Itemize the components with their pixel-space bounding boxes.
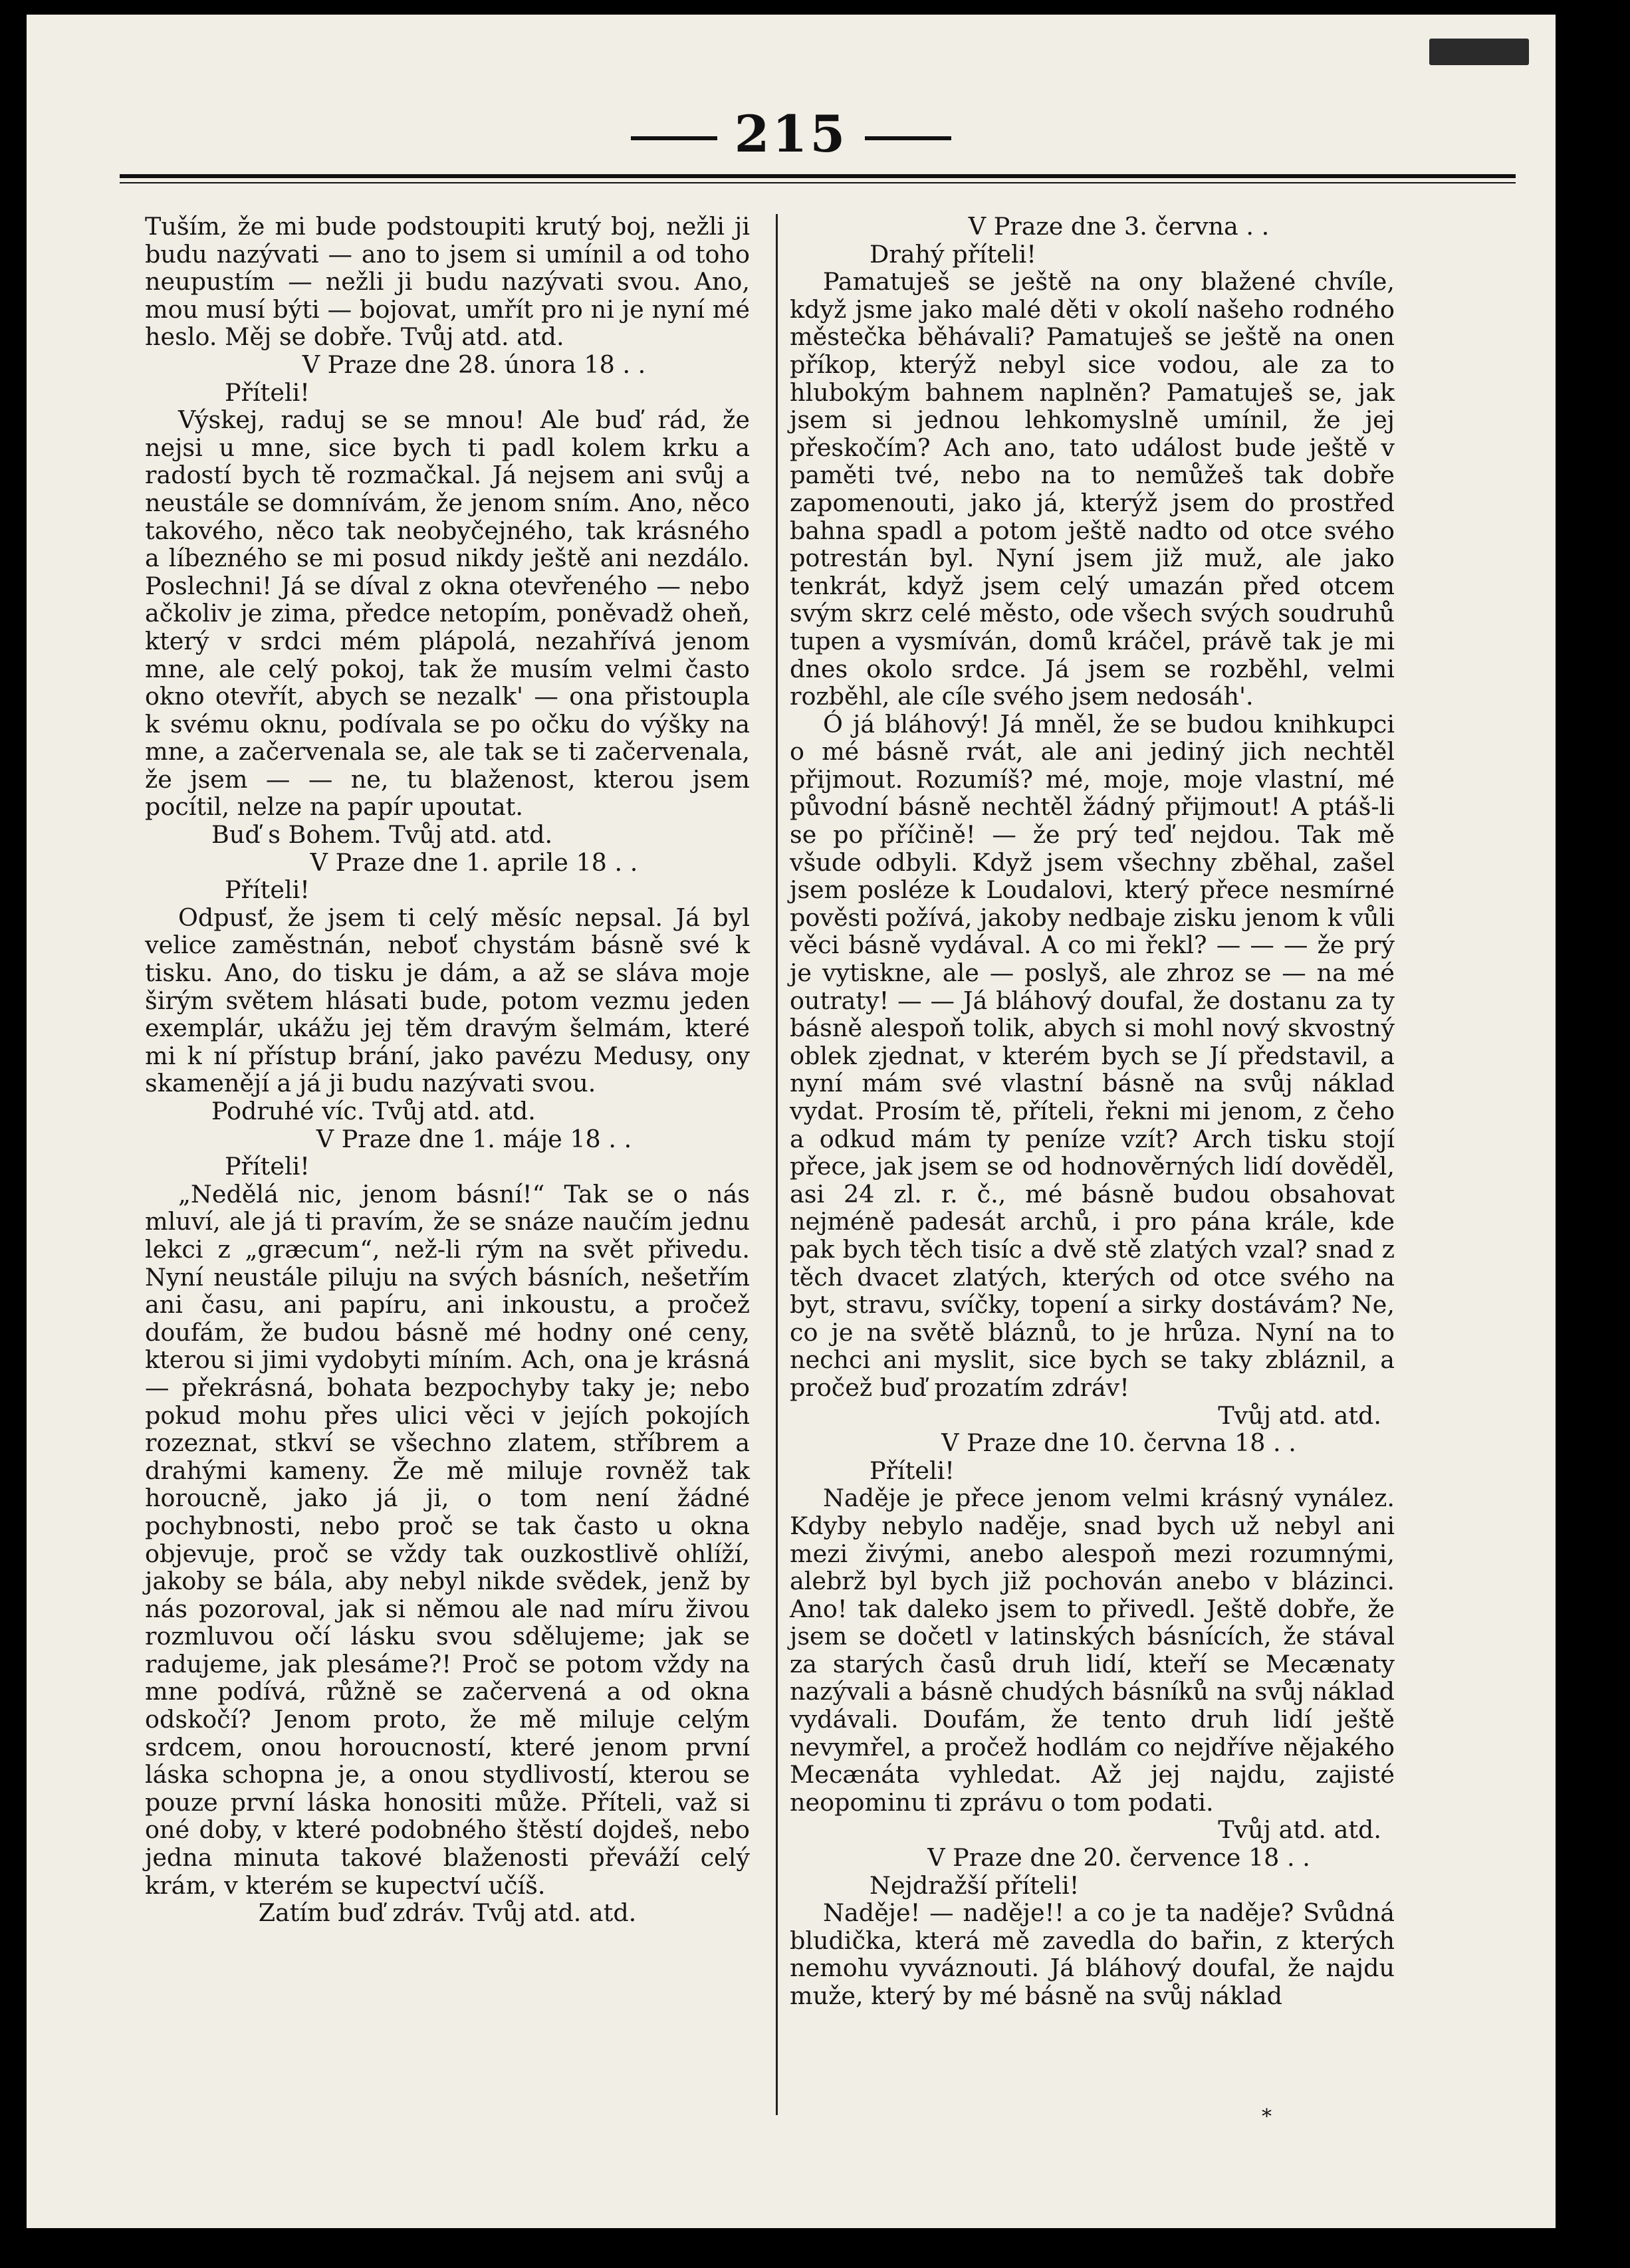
letter-signoff: Podruhé víc. Tvůj atd. atd. [211, 1097, 536, 1125]
asterisk-mark: * [1262, 2105, 1272, 2128]
letter-signoff: Tvůj atd. atd. [1218, 1815, 1381, 1845]
letter-signoff: Zatím buď zdráv. Tvůj atd. atd. [258, 1898, 637, 1928]
left-column [145, 213, 750, 1927]
letter-salutation: Příteli! [870, 1456, 955, 1485]
letter-dateline: V Praze dne 3. června . . [968, 212, 1270, 241]
letter-paragraph: Odpusť, že jsem ti celý měsíc nepsal. Já byl velice zaměstnán, neboť chystám básně své k tisku. Ano, do tisku je dám, a až se sláva moje širým světem hlásati bude, potom vezmu jeden exemplár, ukážu jej těm dravým šelmám, které mi k ní přístup brání, jako pavézu Medusy, ony skamenějí a já ji budu nazývati svou. [145, 903, 750, 1098]
letter-salutation: Nejdražší příteli! [870, 1871, 1080, 1900]
letter-dateline: V Praze dne 1. máje 18 . . [316, 1124, 632, 1153]
letter-paragraph: „Nedělá nic, jenom básní!“ Tak se o nás mluví, ale já ti pravím, že se snáze naučím jednu lekci z „græcum“, než-li rým na svět přivedu. Nyní neustále piluju na svých básních, nešetřím ani času, ani papíru, ani inkoustu, a pročež doufám, že budou básně mé hodny oné ceny, kterou si jimi vydobyti míním. Ach, ona je krásná — překrásná, bohata bezpochyby taky je; nebo pokud mohu přes ulici věci v jejích pokojích rozeznat, stkví se všechno zlatem, stříbrem a drahými kameny. Že mě miluje rovněž tak horoucně, jako já ji, o tom není žádné pochybnosti, nebo proč se tak často u okna objevuje, proč se vždy tak ouzkostlivě ohlíží, jakoby se bála, aby nebyl nikde svědek, jenž by nás pozoroval, jak si němou ale nad míru živou rozmluvou očí lásku svou sdělujeme; jak se radujeme, jak plesáme?! Proč se potom vždy na mne podívá, růžně se začervená a od okna odskočí? Jenom proto, že mě miluje celým srdcem, onou horoucností, které jenom první láska schopna je, a onou stydlivostí, kterou se pouze první láska honositi může. Příteli, važ si oné doby, v které podobného štěstí dojdeš, nebo jedna minuta takové blaženosti převáží celý krám, v kterém se kupectví učíš. [145, 1179, 750, 1900]
letter-paragraph: Tuším, že mi bude podstoupiti krutý boj, nežli ji budu nazývati — ano to jsem si umínil a od toho neupustím — nežli ji budu nazývati svou. Ano, mou musí býti — bojovat, umřít pro ni je nyní mé heslo. Měj se dobře. Tvůj atd. atd. [145, 212, 750, 352]
letter-paragraph: Naděje je přece jenom velmi krásný vynález. Kdyby nebylo naděje, snad bych už nebyl ani mezi živými, anebo alespoň mezi rozumnými, alebrž byl bych již pochován anebo v blázinci. Ano! tak daleko jsem to přivedl. Ještě dobře, že jsem se dočetl v latinských básnících, že stával za starých časů druh lidí, kteří se Mecænaty nazývali a básně chudých básníků na svůj náklad vydávali. Doufám, že tento druh lidí ještě nevymřel, a pročež hodlám co nejdříve nějakého Mecænáta vyhledat. Až jej najdu, zajisté neopominu ti zprávu o tom podati. [790, 1484, 1395, 1817]
header-rule-thin [120, 182, 1516, 183]
letter-dateline: V Praze dne 20. července 18 . . [927, 1843, 1310, 1872]
letter-salutation: Příteli! [225, 1152, 310, 1181]
letter-paragraph: Ó já bláhový! Já mněl, že se budou knihkupci o mé básně rvát, ale ani jediný jich nechtěl přijmout. Rozumíš? mé, moje, moje vlastní, mé původní básně nechtěl žádný přijmout! A ptáš-li se po příčině! — že prý teď nejdou. Tak mě všude odbyli. Když jsem všechny zběhal, zašel jsem posléze k Loudalovi, který přece nesmírné pověsti požívá, jakoby nedbaje zisku jenom k vůli věci básně vydával. A co mi řekl? — — — že prý je vytiskne, ale — poslyš, ale zhroz se — na mé outraty! — — Já bláhový doufal, že dostanu za ty básně alespoň tolik, abych si mohl nový skvostný oblek zjednat, v kterém bych se Jí představil, a nyní mám své vlastní básně na svůj náklad vydat. Prosím tě, příteli, řekni mi jenom, z čeho a odkud mám ty peníze vzít? Arch tisku stojí přece, jak jsem se od hodnověrných lidí dověděl, asi 24 zl. r. č., mé básně budou obsahovat nejméně padesát archů, i pro pána krále, kde pak bych těch tisíc a dvě stě zlatých vzal? snad z těch dvacet zlatých, kterých od otce svého na byt, stravu, svíčky, topení a sirky dostávám? Ne, co je na světě bláznů, to je hrůza. Nyní na to nechci ani myslit, sice bych se taky zbláznil, a pročež buď prozatím zdráv! [790, 709, 1395, 1402]
column-divider [776, 214, 778, 2115]
corner-stamp [1429, 39, 1529, 65]
newspaper-page [27, 15, 1556, 2228]
letter-paragraph: Naděje! — naděje!! a co je ta naděje? Svůdná bludička, která mě zavedla do bařin, z kterých nemohu vyváznouti. Já bláhový doufal, že najdu muže, který by mé básně na svůj náklad [790, 1898, 1395, 2010]
letter-signoff: Tvůj atd. atd. [1218, 1401, 1381, 1430]
letter-signoff: Buď s Bohem. Tvůj atd. atd. [211, 820, 553, 850]
letter-dateline: V Praze dne 10. června 18 . . [941, 1428, 1296, 1458]
letter-salutation: Drahý příteli! [870, 239, 1036, 269]
letter-paragraph: Výskej, raduj se se mnou! Ale buď rád, že nejsi u mne, sice bych ti padl kolem krku a radostí bych tě rozmačkal. Já nejsem ani svůj a neustále se domnívám, že jenom sním. Ano, něco takového, něco tak neobyčejného, tak krásného a líbezného se mi posud nikdy ještě ani nezdálo. Poslechni! Já se díval z okna otevřeného — nebo ačkoliv je zima, předce netopím, poněvadž oheň, který v srdci mém plápolá, nezahřívá jenom mne, ale celý pokoj, tak že musím velmi často okno otevřít, abych se nezalk' — ona přistoupla k svému oknu, podívala se po očku do výšky na mne, a začervenala se, ale tak se ti začervenala, že jsem — — ne, tu blaženost, kterou jsem pocítil, nelze na papír upoutat. [145, 405, 750, 822]
page-number: 215 [27, 104, 1556, 164]
letter-dateline: V Praze dne 28. února 18 . . [302, 350, 646, 379]
letter-dateline: V Praze dne 1. aprile 18 . . [310, 848, 638, 877]
right-column [790, 213, 1395, 2010]
letter-salutation: Příteli! [225, 378, 310, 407]
letter-salutation: Příteli! [225, 875, 310, 905]
header-rule [120, 174, 1516, 178]
letter-paragraph: Pamatuješ se ještě na ony blažené chvíle, když jsme jako malé děti v okolí našeho rodného městečka běhávali? Pamatuješ se ještě na onen příkop, kterýž nebyl sice vodou, ale za to hlubokým bahnem naplněn? Pamatuješ se, jak jsem si jednou lehkomyslně umínil, že jej přeskočím? Ach ano, tato událost bude ještě v paměti tvé, nebo na to nemůžeš tak dobře zapomenouti, jako já, kterýž jsem do prostřed bahna spadl a potom ještě nadto od otce svého potrestán byl. Nyní jsem již muž, ale jako tenkrát, když jsem celý umazán před otcem svým skrz celé město, ode všech svých soudruhů tupen a vysmíván, domů kráčel, právě tak je mi dnes okolo srdce. Já jsem se rozběhl, velmi rozběhl, ale cíle svého jsem nedosáh'. [790, 267, 1395, 711]
